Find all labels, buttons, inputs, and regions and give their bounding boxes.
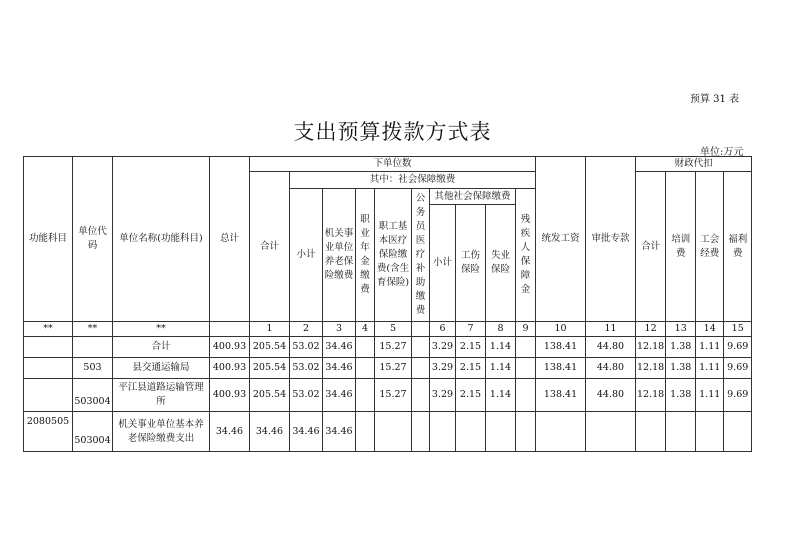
index-cell: 6: [430, 322, 456, 337]
cell-code: 503004: [73, 379, 113, 412]
cell-pension: 34.46: [323, 337, 356, 358]
header-unemp: 失业保险: [486, 205, 516, 322]
cell-code: 503004: [73, 412, 113, 452]
cell-total: 34.46: [210, 412, 250, 452]
cell-union: 1.11: [696, 379, 724, 412]
cell-salary: 138.41: [536, 358, 586, 379]
cell-medical: 15.27: [375, 379, 412, 412]
cell-disabled: [516, 358, 536, 379]
cell-disabled: [516, 412, 536, 452]
cell-training: 1.38: [666, 337, 696, 358]
cell-civil: [412, 379, 430, 412]
cell-hj: 34.46: [250, 412, 290, 452]
cell-hj: 205.54: [250, 358, 290, 379]
index-cell: [412, 322, 430, 337]
header-unit-code: 单位代码: [73, 157, 113, 322]
cell-training: [666, 412, 696, 452]
header-total: 总计: [210, 157, 250, 322]
index-cell: 9: [516, 322, 536, 337]
header-func-subject: 功能科目: [24, 157, 73, 322]
cell-injury: [456, 412, 486, 452]
cell-func: [24, 358, 73, 379]
cell-annuity: [356, 379, 375, 412]
header-fiscal: 财政代扣: [636, 157, 752, 172]
cell-salary: 138.41: [536, 379, 586, 412]
header-civil-medical: 公务员医疗补助缴费: [412, 189, 430, 322]
cell-disabled: [516, 337, 536, 358]
table-row: [24, 358, 752, 379]
cell-annuity: [356, 358, 375, 379]
cell-name: 平江县道路运输管理所: [113, 379, 210, 412]
table-row: [24, 379, 752, 412]
form-number: 预算 31 表: [690, 94, 740, 105]
header-pension: 机关事业单位养老保险缴费: [323, 189, 356, 322]
index-cell: 10: [536, 322, 586, 337]
cell-welfare: 9.69: [724, 379, 752, 412]
index-cell: 15: [724, 322, 752, 337]
cell-annuity: [356, 337, 375, 358]
index-cell: 4: [356, 322, 375, 337]
index-cell: 3: [323, 322, 356, 337]
cell-code: 503: [73, 358, 113, 379]
index-cell: 12: [636, 322, 666, 337]
page-title: 支出预算拨款方式表: [293, 120, 492, 144]
cell-salary: 138.41: [536, 337, 586, 358]
cell-unemp: [486, 412, 516, 452]
header-xj: 小计: [290, 189, 323, 322]
index-cell: [210, 322, 250, 337]
cell-injury: 2.15: [456, 337, 486, 358]
index-cell: **: [73, 322, 113, 337]
cell-code: [73, 337, 113, 358]
budget-table: [23, 156, 752, 452]
cell-other-xj: 3.29: [430, 337, 456, 358]
cell-unemp: 1.14: [486, 358, 516, 379]
cell-approval: 44.80: [586, 337, 636, 358]
cell-medical: [375, 412, 412, 452]
cell-pension: 34.46: [323, 379, 356, 412]
cell-union: 1.11: [696, 337, 724, 358]
cell-approval: 44.80: [586, 379, 636, 412]
cell-fiscal-hj: [636, 412, 666, 452]
header-annuity: 职业年金缴费: [356, 189, 375, 322]
index-row: [24, 322, 752, 337]
cell-medical: 15.27: [375, 358, 412, 379]
cell-disabled: [516, 379, 536, 412]
cell-union: 1.11: [696, 358, 724, 379]
cell-fiscal-hj: 12.18: [636, 337, 666, 358]
cell-func: [24, 337, 73, 358]
header-unit-name: 单位名称(功能科目): [113, 157, 210, 322]
index-cell: 5: [375, 322, 412, 337]
cell-approval: [586, 412, 636, 452]
header-medical: 职工基本医疗保险缴费(含生育保险): [375, 189, 412, 322]
cell-annuity: [356, 412, 375, 452]
index-cell: 8: [486, 322, 516, 337]
table-row: [24, 412, 752, 452]
cell-other-xj: [430, 412, 456, 452]
header-disabled: 残疾人保障金: [516, 189, 536, 322]
index-cell: **: [113, 322, 210, 337]
cell-total: 400.93: [210, 337, 250, 358]
cell-other-xj: 3.29: [430, 358, 456, 379]
cell-fiscal-hj: 12.18: [636, 379, 666, 412]
cell-other-xj: 3.29: [430, 379, 456, 412]
cell-welfare: 9.69: [724, 337, 752, 358]
unit-label: 单位:万元: [700, 147, 744, 158]
header-union: 工会经费: [696, 172, 724, 322]
cell-training: 1.38: [666, 358, 696, 379]
cell-unemp: 1.14: [486, 379, 516, 412]
index-cell: **: [24, 322, 73, 337]
cell-welfare: 9.69: [724, 358, 752, 379]
cell-union: [696, 412, 724, 452]
cell-name: 合计: [113, 337, 210, 358]
cell-injury: 2.15: [456, 379, 486, 412]
table-row: [24, 337, 752, 358]
cell-welfare: [724, 412, 752, 452]
cell-pension: 34.46: [323, 358, 356, 379]
header-approval: 审批专款: [586, 157, 636, 322]
cell-civil: [412, 358, 430, 379]
cell-total: 400.93: [210, 358, 250, 379]
index-cell: 14: [696, 322, 724, 337]
index-cell: 1: [250, 322, 290, 337]
index-cell: 2: [290, 322, 323, 337]
index-cell: 11: [586, 322, 636, 337]
cell-approval: 44.80: [586, 358, 636, 379]
cell-name: 县交通运输局: [113, 358, 210, 379]
cell-xj: 53.02: [290, 337, 323, 358]
header-injury: 工伤保险: [456, 205, 486, 322]
cell-unemp: 1.14: [486, 337, 516, 358]
header-social-ins: 其中：社会保障缴费: [290, 172, 536, 189]
cell-salary: [536, 412, 586, 452]
cell-xj: 34.46: [290, 412, 323, 452]
cell-total: 400.93: [210, 379, 250, 412]
index-cell: 7: [456, 322, 486, 337]
cell-fiscal-hj: 12.18: [636, 358, 666, 379]
cell-pension: 34.46: [323, 412, 356, 452]
cell-medical: 15.27: [375, 337, 412, 358]
header-fiscal-hj: 合计: [636, 172, 666, 322]
header-lower-unit: 下单位数: [250, 157, 536, 172]
header-other-social: 其他社会保障缴费: [430, 189, 516, 205]
cell-xj: 53.02: [290, 379, 323, 412]
cell-hj: 205.54: [250, 337, 290, 358]
cell-name: 机关事业单位基本养老保险缴费支出: [113, 412, 210, 452]
cell-hj: 205.54: [250, 379, 290, 412]
index-cell: 13: [666, 322, 696, 337]
cell-func: [24, 379, 73, 412]
header-welfare: 福利费: [724, 172, 752, 322]
cell-func: 2080505: [24, 412, 73, 452]
cell-training: 1.38: [666, 379, 696, 412]
cell-civil: [412, 412, 430, 452]
cell-injury: 2.15: [456, 358, 486, 379]
header-salary: 统发工资: [536, 157, 586, 322]
header-training: 培训费: [666, 172, 696, 322]
cell-civil: [412, 337, 430, 358]
cell-xj: 53.02: [290, 358, 323, 379]
header-other-xj: 小计: [430, 205, 456, 322]
header-hj: 合计: [250, 172, 290, 322]
